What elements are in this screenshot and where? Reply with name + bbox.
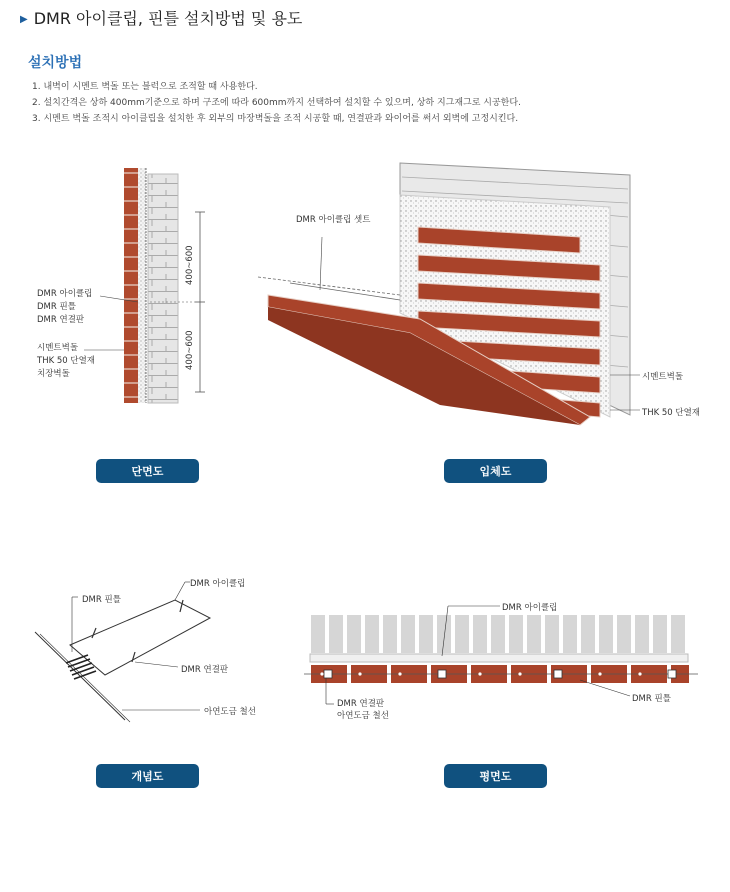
install-line-3: 3. 시멘트 벽돌 조적시 아이클립을 설치한 후 외부의 마장벽돌을 조적 시공할 때, 연결판과 와이어를 써서 외벽에 고정시킨다. <box>32 114 519 124</box>
label-iso-insulation: THK 50 단열재 <box>642 408 701 418</box>
label-insulation: THK 50 단열재 <box>37 356 96 366</box>
dim-label-bottom: 400~600 <box>185 330 195 370</box>
label-plan-pintle: DMR 핀틀 <box>632 694 671 704</box>
label-dmr-pintle: DMR 핀틀 <box>37 302 76 312</box>
label-dmr-iclip: DMR 아이클립 <box>37 289 93 299</box>
concept-view-button[interactable]: 개념도 <box>96 764 199 788</box>
page-title-text: DMR 아이클립, 핀틀 설치방법 및 용도 <box>33 9 303 28</box>
install-heading: 설치방법 <box>28 55 83 71</box>
iso-view-diagram <box>250 155 720 430</box>
label-dmr-plate: DMR 연결판 <box>37 315 85 325</box>
label-cement-brick: 시멘트벽돌 <box>37 343 79 353</box>
install-line-1: 1. 내벽이 시멘트 벽돌 또는 블럭으로 조적할 때 사용한다. <box>32 82 258 92</box>
label-face-brick: 치장벽돌 <box>37 369 70 379</box>
label-concept-iclip: DMR 아이클립 <box>190 579 246 589</box>
dim-label-top: 400~600 <box>185 245 195 285</box>
page-title <box>20 6 302 29</box>
iso-view-button[interactable]: 입체도 <box>444 459 547 483</box>
label-iclip-set: DMR 아이클립 셋트 <box>296 215 371 225</box>
plan-view-button[interactable]: 평면도 <box>444 764 547 788</box>
triangle-bullet-icon: ▶ <box>20 14 28 25</box>
label-concept-pintle: DMR 핀틀 <box>82 595 121 605</box>
section-view-button[interactable]: 단면도 <box>96 459 199 483</box>
label-iso-cement-brick: 시멘트벽돌 <box>642 372 684 382</box>
label-plan-wire: 아연도금 철선 <box>337 711 389 721</box>
label-concept-wire: 아연도금 철선 <box>204 707 256 717</box>
label-plan-iclip: DMR 아이클립 <box>502 603 558 613</box>
label-plan-plate: DMR 연결판 <box>337 699 385 709</box>
install-line-2: 2. 설치간격은 상하 400mm기준으로 하며 구조에 따라 600mm까지 선택하여 설치할 수 있으며, 상하 지그재그로 시공한다. <box>32 98 521 108</box>
label-concept-plate: DMR 연결판 <box>181 665 229 675</box>
